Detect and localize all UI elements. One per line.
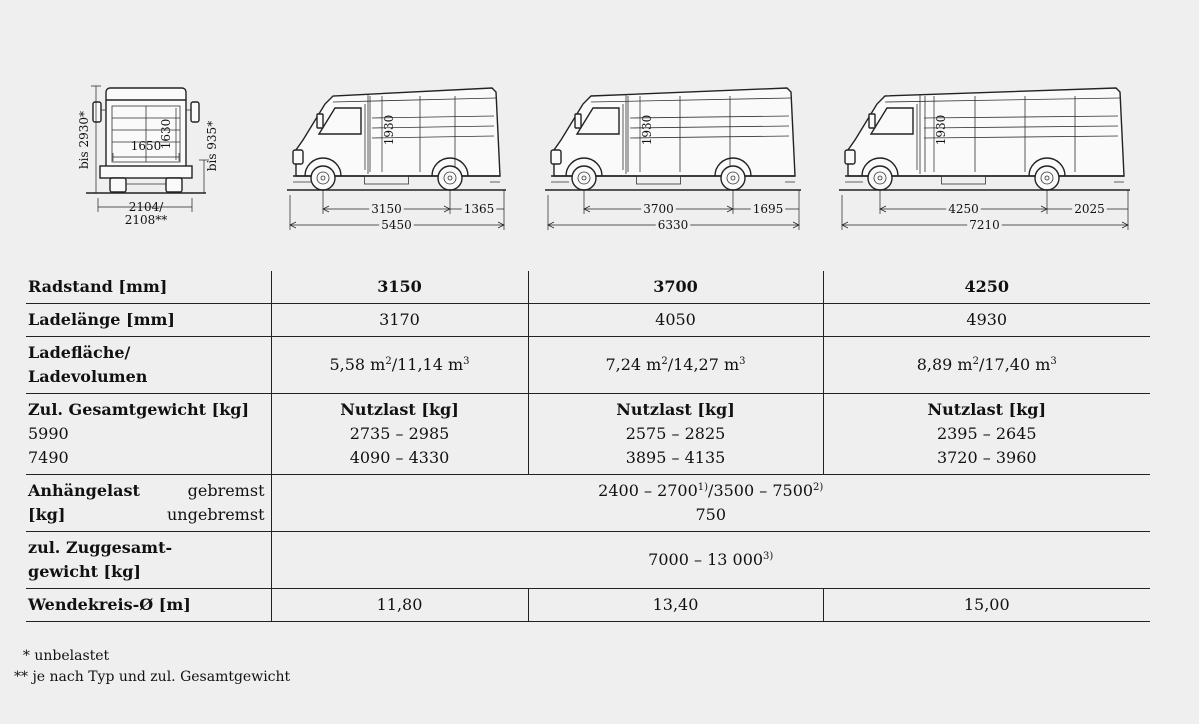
footnotes	[14, 646, 290, 688]
side-view-overhang-label: 1365	[463, 202, 495, 216]
cell-wendekreis-3: 15,00	[823, 589, 1150, 622]
side-view-height-label: 1930	[382, 114, 396, 146]
row-label-radstand: Radstand [mm]	[26, 271, 271, 304]
row-label-ladelaenge: Ladelänge [mm]	[26, 304, 271, 337]
row-label-line: [kg]	[28, 505, 66, 524]
side-view-height-label: 1930	[640, 114, 654, 146]
braked-value: 2400 – 2700$^{1)}$/3500 – 7500$^{2)}$	[598, 481, 824, 500]
front-width-label: 1650	[130, 139, 162, 153]
unbraked-label: ungebremst	[167, 505, 265, 524]
side-view-overhang-label: 1695	[752, 202, 784, 216]
row-label-line: Ladefläche/	[28, 343, 131, 362]
footnote: * unbelastet	[14, 648, 110, 664]
table-row-anhaengelast	[26, 475, 1150, 532]
row-label-zuggesamtgewicht	[26, 532, 271, 589]
table-row-wendekreis	[26, 589, 1150, 622]
row-label-anhaengelast	[26, 475, 271, 532]
side-view-overhang-label: 2025	[1074, 202, 1105, 216]
front-inner-height-label: 1630	[159, 118, 173, 150]
vehicle-drawings	[0, 0, 1199, 260]
nutzlast-value: 2395 – 2645	[936, 424, 1037, 443]
weight-class-1: 5990	[28, 424, 69, 443]
table-row-zuggesamtgewicht	[26, 532, 1150, 589]
unbraked-value: 750	[695, 505, 727, 524]
cell-nutzlast-1	[271, 394, 528, 475]
cell-wendekreis-1: 11,80	[271, 589, 528, 622]
side-view-wheelbase-label: 3700	[643, 202, 674, 216]
cell-ladelaenge-3: 4930	[823, 304, 1150, 337]
spec-table	[26, 271, 1150, 622]
row-label-line: Anhängelast	[28, 481, 140, 500]
weight-class-2: 7490	[28, 448, 69, 467]
front-overall-width-2: 2108**	[124, 213, 168, 227]
cell-ladeflaeche-1: 5,58 $m^2/11,14$ $m^3$	[271, 337, 528, 394]
row-label-wendekreis: Wendekreis-Ø [m]	[26, 589, 271, 622]
row-label-gesamtgewicht	[26, 394, 271, 475]
side-view-length-label: 5450	[381, 218, 412, 232]
cell-nutzlast-3	[823, 394, 1150, 475]
row-label-line: Zul. Gesamtgewicht [kg]	[28, 400, 250, 419]
front-overall-width-1: 2104/	[128, 200, 164, 214]
front-height-label: bis 2930*	[77, 110, 91, 170]
cell-nutzlast-2	[528, 394, 823, 475]
cell-anhaengelast	[271, 475, 1150, 532]
table-row-ladeflaeche	[26, 337, 1150, 394]
side-view-length-label: 7210	[969, 218, 1000, 232]
nutzlast-value: 4090 – 4330	[349, 448, 450, 467]
nutzlast-value: 2575 – 2825	[625, 424, 726, 443]
nutzlast-value: 3895 – 4135	[625, 448, 726, 467]
nutzlast-header: Nutzlast [kg]	[616, 400, 735, 419]
cell-ladelaenge-1: 3170	[271, 304, 528, 337]
cell-radstand-3: 4250	[823, 271, 1150, 304]
side-view-height-label: 1930	[934, 114, 948, 146]
nutzlast-value: 2735 – 2985	[349, 424, 450, 443]
front-floor-label: bis 935*	[205, 120, 219, 172]
cell-ladeflaeche-2: 7,24 $m^2/14,27$ $m^3$	[528, 337, 823, 394]
row-label-line: Ladevolumen	[28, 367, 148, 386]
table-row-ladelaenge	[26, 304, 1150, 337]
nutzlast-header: Nutzlast [kg]	[927, 400, 1047, 419]
footnote: ** je nach Typ und zul. Gesamtgewicht	[14, 669, 291, 685]
table-row-gesamtgewicht	[26, 394, 1150, 475]
cell-ladelaenge-2: 4050	[528, 304, 823, 337]
cell-radstand-2: 3700	[528, 271, 823, 304]
side-view-length-label: 6330	[657, 218, 689, 232]
nutzlast-value: 3720 – 3960	[936, 448, 1037, 467]
row-label-ladeflaeche	[26, 337, 271, 394]
cell-zuggesamtgewicht: 7000 – 13 000$^{3)}$	[271, 532, 1150, 589]
cell-ladeflaeche-3: 8,89 $m^2/17,40$ $m^3$	[823, 337, 1150, 394]
nutzlast-header: Nutzlast [kg]	[340, 400, 459, 419]
cell-wendekreis-2: 13,40	[528, 589, 823, 622]
cell-radstand-1: 3150	[271, 271, 528, 304]
side-view-wheelbase-label: 4250	[948, 202, 979, 216]
row-label-line: zul. Zuggesamt-	[28, 538, 173, 557]
side-view-wheelbase-label: 3150	[371, 202, 402, 216]
row-label-line: gewicht [kg]	[28, 562, 141, 581]
table-row-radstand	[26, 271, 1150, 304]
braked-label: gebremst	[187, 481, 265, 500]
